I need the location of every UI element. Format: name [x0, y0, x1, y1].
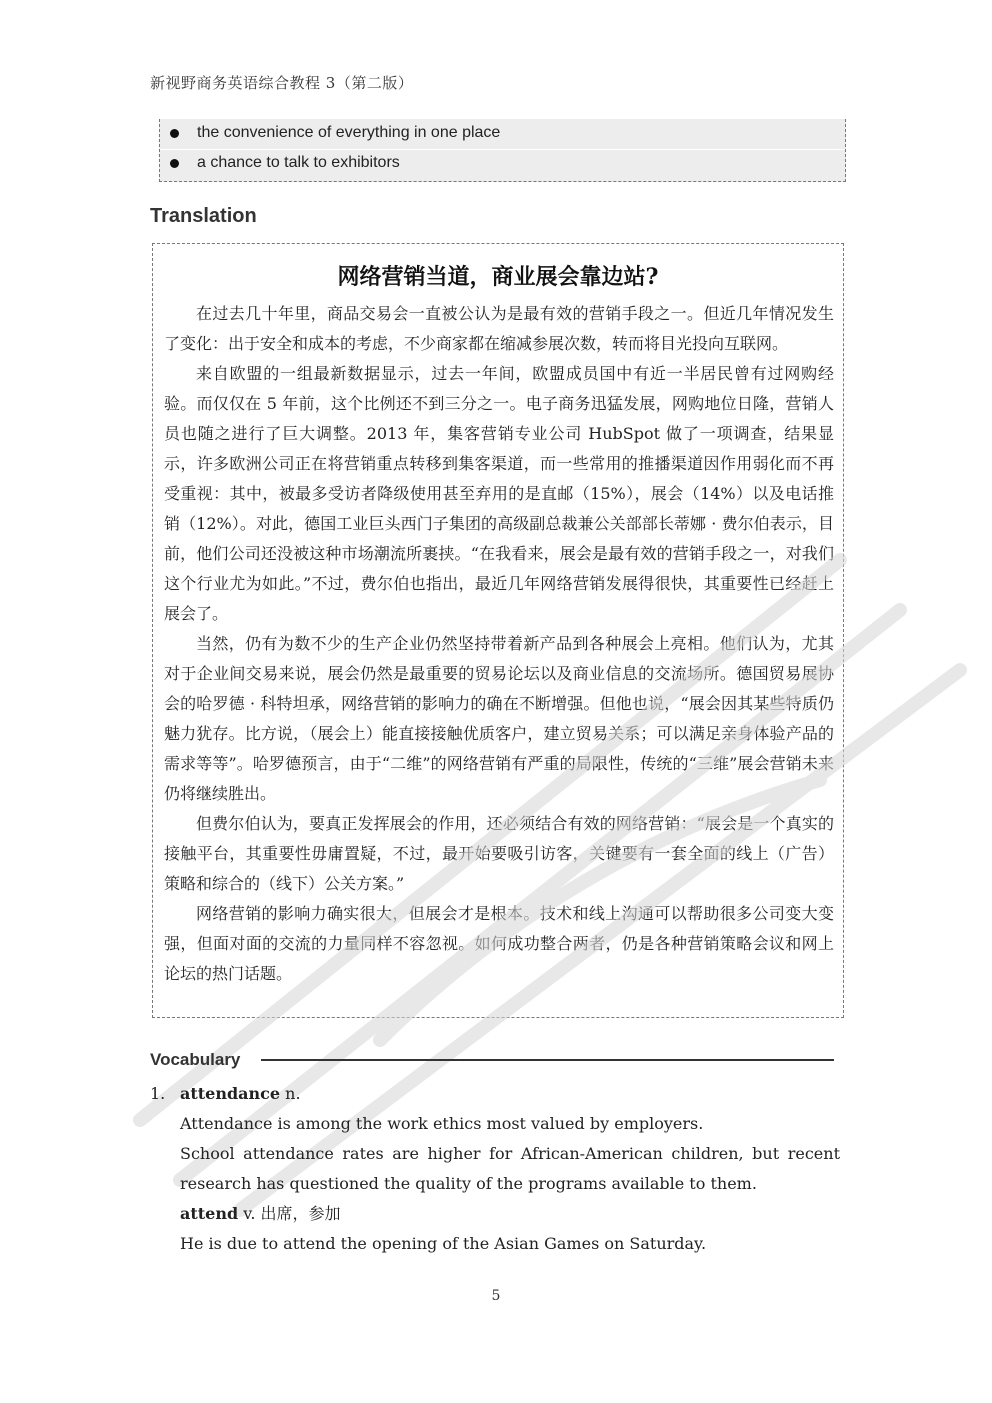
bullet-item	[170, 154, 400, 172]
vocab-number: 1.	[150, 1084, 166, 1103]
vocab-headword-line	[150, 1079, 840, 1109]
vocabulary-section-title: Vocabulary	[150, 1050, 241, 1069]
vocab-example: Attendance is among the work ethics most valued by employers.	[180, 1114, 704, 1133]
translation-box	[152, 243, 844, 1018]
bullet-item-text: a chance to talk to exhibitors	[197, 154, 400, 171]
article-body	[164, 299, 834, 989]
vocabulary-divider	[261, 1059, 834, 1061]
bullet-list-box	[159, 119, 846, 182]
vocab-example: School attendance rates are higher for African-American children, but recent research has questioned the quality of the programs available to them.	[180, 1144, 840, 1193]
article-paragraph: 在过去几十年里，商品交易会一直被公认为是最有效的营销手段之一。但近几年情况发生了变化：出于安全和成本的考虑，不少商家都在缩减参展次数，转而将目光投向互联网。	[164, 304, 834, 353]
bullet-dot-icon	[170, 159, 179, 168]
vocab-related-example: He is due to attend the opening of the Asian Games on Saturday.	[180, 1234, 707, 1253]
bullet-item-text: the convenience of everything in one place	[197, 124, 501, 141]
article-title: 网络营销当道，商业展会靠边站?	[337, 264, 659, 290]
running-header: 新视野商务英语综合教程 3（第二版）	[150, 74, 414, 92]
bullet-dot-icon	[170, 129, 179, 138]
vocabulary-entry	[150, 1079, 840, 1259]
article-paragraph: 网络营销的影响力确实很大，但展会才是根本。技术和线上沟通可以帮助很多公司变大变强，但面对面的交流的力量同样不容忽视。如何成功整合两者，仍是各种营销策略会议和网上论坛的热门话题。	[164, 904, 834, 983]
article-paragraph: 但费尔伯认为，要真正发挥展会的作用，还必须结合有效的网络营销：“展会是一个真实的接触平台，其重要性毋庸置疑，不过，最开始要吸引访客，关键要有一套全面的线上（广告）策略和综合的（线下）公关方案。”	[164, 814, 834, 893]
vocab-pos: n.	[280, 1084, 301, 1103]
bullet-item	[170, 124, 500, 142]
page-number: 5	[491, 1288, 501, 1304]
vocab-word: attendance	[180, 1084, 281, 1103]
article-paragraph: 来自欧盟的一组最新数据显示，过去一年间，欧盟成员国中有近一半居民曾有过网购经验。而仅仅在 5 年前，这个比例还不到三分之一。电子商务迅猛发展，网购地位日隆，营销人员也随之进行了巨大调整。2013 年，集客营销专业公司 HubSpot 做了一项调查，结果显示，许多欧洲公司正在将营销重点转移到集客渠道，而一些常用的推播渠道因作用弱化而不再受重视：其中，被最多受访者降级使用甚至弃用的是直邮（15%），展会（14%）以及电话推销（12%）。对此，德国工业巨头西门子集团的高级副总裁兼公关部部长蒂娜 · 费尔伯表示，目前，他们公司还没被这种市场潮流所裹挟。“在我看来，展会是最有效的营销手段之一，对我们这个行业尤为如此。”不过，费尔伯也指出，最近几年网络营销发展得很快，其重要性已经赶上展会了。	[164, 364, 834, 623]
article-paragraph: 当然，仍有为数不少的生产企业仍然坚持带着新产品到各种展会上亮相。他们认为，尤其对于企业间交易来说，展会仍然是最重要的贸易论坛以及商业信息的交流场所。德国贸易展协会的哈罗德 · 科特坦承，网络营销的影响力的确在不断增强。但他也说，“展会因其某些特质仍魅力犹存。比方说，（展会上）能直接接触优质客户，建立贸易关系；可以满足亲身体验产品的需求等等”。哈罗德预言，由于“二维”的网络营销有严重的局限性，传统的“三维”展会营销未来仍将继续胜出。	[164, 634, 834, 803]
bullet-separator	[160, 149, 845, 150]
vocab-related-def: v. 出席，参加	[238, 1204, 341, 1223]
translation-section-title: Translation	[150, 205, 257, 227]
vocab-related-line	[150, 1199, 840, 1229]
vocab-related-word: attend	[180, 1204, 239, 1223]
